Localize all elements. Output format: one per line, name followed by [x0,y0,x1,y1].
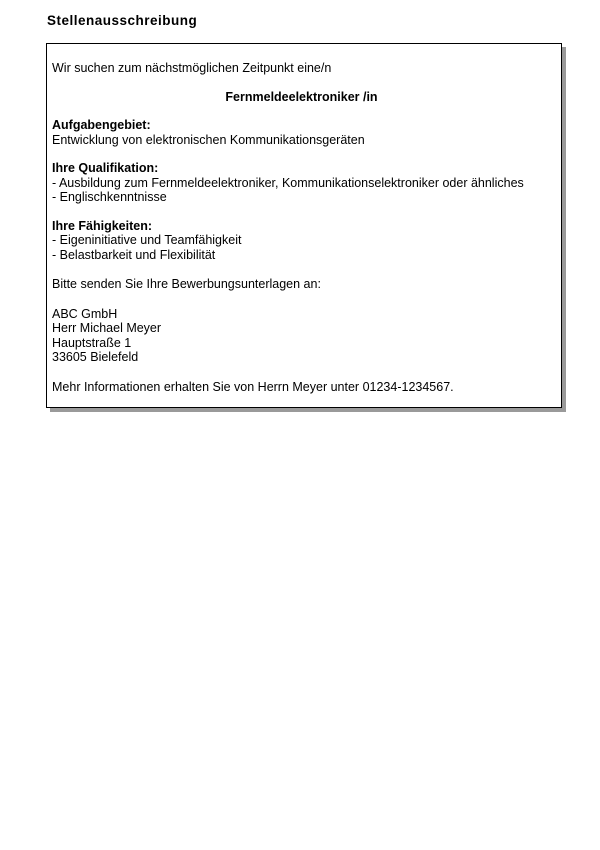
list-item: - Belastbarkeit und Flexibilität [52,247,216,262]
address-block [52,307,561,365]
tasks-heading: Aufgabengebiet: [52,118,151,132]
qualification-heading: Ihre Qualifikation: [52,161,159,175]
address-street: Hauptstraße 1 [52,335,132,350]
skills-section [52,219,561,263]
application-prompt: Bitte senden Sie Ihre Bewerbungsunterlagen an: [52,277,321,291]
skills-heading: Ihre Fähigkeiten: [52,218,153,233]
page-title: Stellenausschreibung [47,13,198,28]
tasks-section [52,118,561,147]
intro-text: Wir suchen zum nächstmöglichen Zeitpunkt eine/n [52,61,332,75]
skills-list [52,233,561,262]
list-item: - Englischkenntnisse [52,190,167,204]
address-contact: Herr Michael Meyer [52,321,162,335]
qualification-section [52,161,561,205]
tasks-text: Entwicklung von elektronischen Kommunikationsgeräten [52,132,365,147]
list-item: - Ausbildung zum Fernmeldeelektroniker, Kommunikationselektroniker oder ähnliches [52,175,524,190]
info-section [52,380,561,395]
address-city: 33605 Bielefeld [52,350,139,364]
application-section [52,277,561,292]
contact-info-text: Mehr Informationen erhalten Sie von Herrn Meyer unter 01234-1234567. [52,379,454,394]
job-ad-box [46,43,562,408]
qualification-list [52,176,561,205]
list-item: - Eigeninitiative und Teamfähigkeit [52,233,242,247]
job-title: Fernmeldeelektroniker /in [225,89,378,104]
address-company: ABC GmbH [52,306,118,321]
